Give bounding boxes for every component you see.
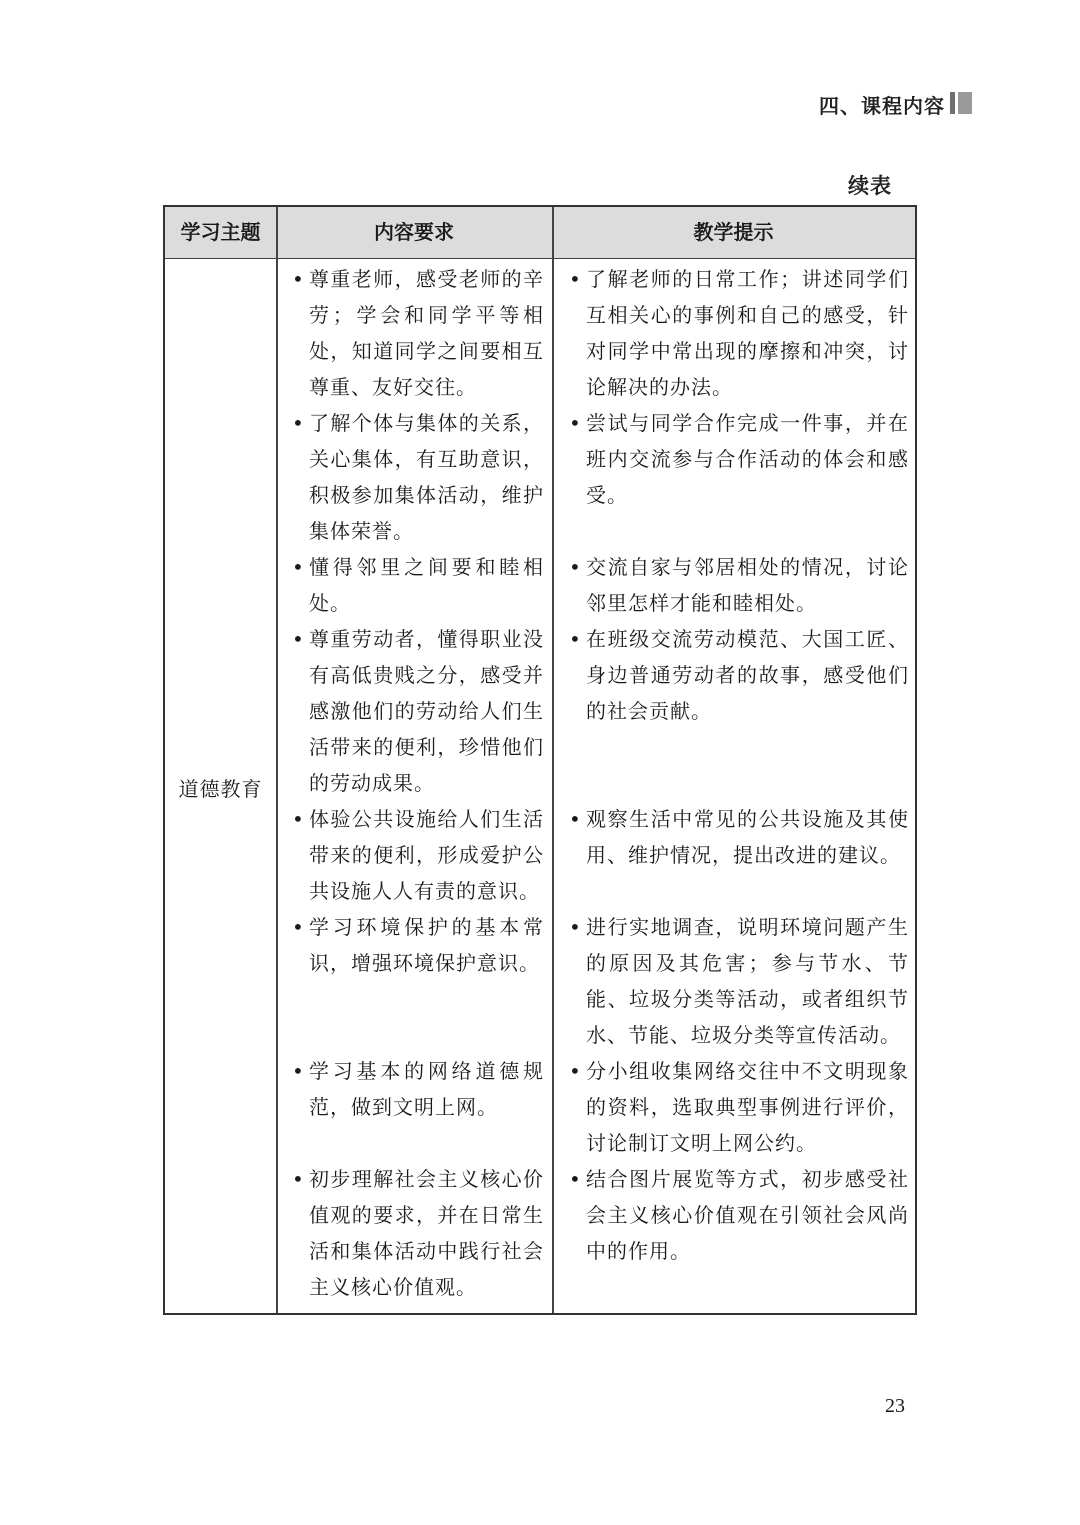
column-header-topic: 学习主题: [180, 220, 261, 244]
requirement-item: • 初步理解社会主义核心价值观的要求，并在日常生活和集体活动中践行社会主义核心价值观。: [292, 1167, 544, 1299]
tip-item: • 在班级交流劳动模范、大国工匠、身边普通劳动者的故事，感受他们的社会贡献。: [569, 627, 909, 723]
requirement-item: • 了解个体与集体的关系，关心集体，有互助意识，积极参加集体活动，维护集体荣誉。: [292, 411, 544, 543]
tip-item: • 交流自家与邻居相处的情况，讨论邻里怎样才能和睦相处。: [569, 555, 909, 615]
requirement-item: • 懂得邻里之间要和睦相处。: [292, 555, 544, 615]
header-bar-decoration: [950, 92, 972, 114]
running-header: 四、课程内容: [819, 94, 945, 118]
topic-cell: 道德教育: [178, 777, 263, 801]
table-header-row: [165, 207, 915, 259]
tip-item: • 了解老师的日常工作；讲述同学们互相关心的事例和自己的感受，针对同学中常出现的摩擦和冲突，讨论解决的办法。: [569, 267, 909, 399]
curriculum-table: [163, 205, 917, 1315]
page-number: 23: [885, 1395, 905, 1417]
tip-item: • 观察生活中常见的公共设施及其使用、维护情况，提出改进的建议。: [569, 807, 909, 867]
requirement-item: • 尊重老师，感受老师的辛劳；学会和同学平等相处，知道同学之间要相互尊重、友好交往。: [292, 267, 544, 399]
continued-label: 续表: [848, 174, 892, 198]
tip-item: • 进行实地调查，说明环境问题产生的原因及其危害；参与节水、节能、垃圾分类等活动，或者组织节水、节能、垃圾分类等宣传活动。: [569, 915, 909, 1047]
requirement-item: • 体验公共设施给人们生活带来的便利，形成爱护公共设施人人有责的意识。: [292, 807, 544, 903]
tip-item: • 分小组收集网络交往中不文明现象的资料，选取典型事例进行评价，讨论制订文明上网公约。: [569, 1059, 909, 1155]
column-header-tip: 教学提示: [693, 220, 774, 244]
tip-item: • 尝试与同学合作完成一件事，并在班内交流参与合作活动的体会和感受。: [569, 411, 909, 507]
tip-item: • 结合图片展览等方式，初步感受社会主义核心价值观在引领社会风尚中的作用。: [569, 1167, 909, 1263]
requirement-item: • 学习基本的网络道德规范，做到文明上网。: [292, 1059, 544, 1119]
column-header-requirement: 内容要求: [374, 220, 454, 244]
requirement-item: • 学习环境保护的基本常识，增强环境保护意识。: [292, 915, 544, 975]
column-divider: [276, 207, 278, 1313]
column-divider: [552, 207, 554, 1313]
requirement-item: • 尊重劳动者，懂得职业没有高低贵贱之分，感受并感激他们的劳动给人们生活带来的便利，珍惜他们的劳动成果。: [292, 627, 544, 795]
